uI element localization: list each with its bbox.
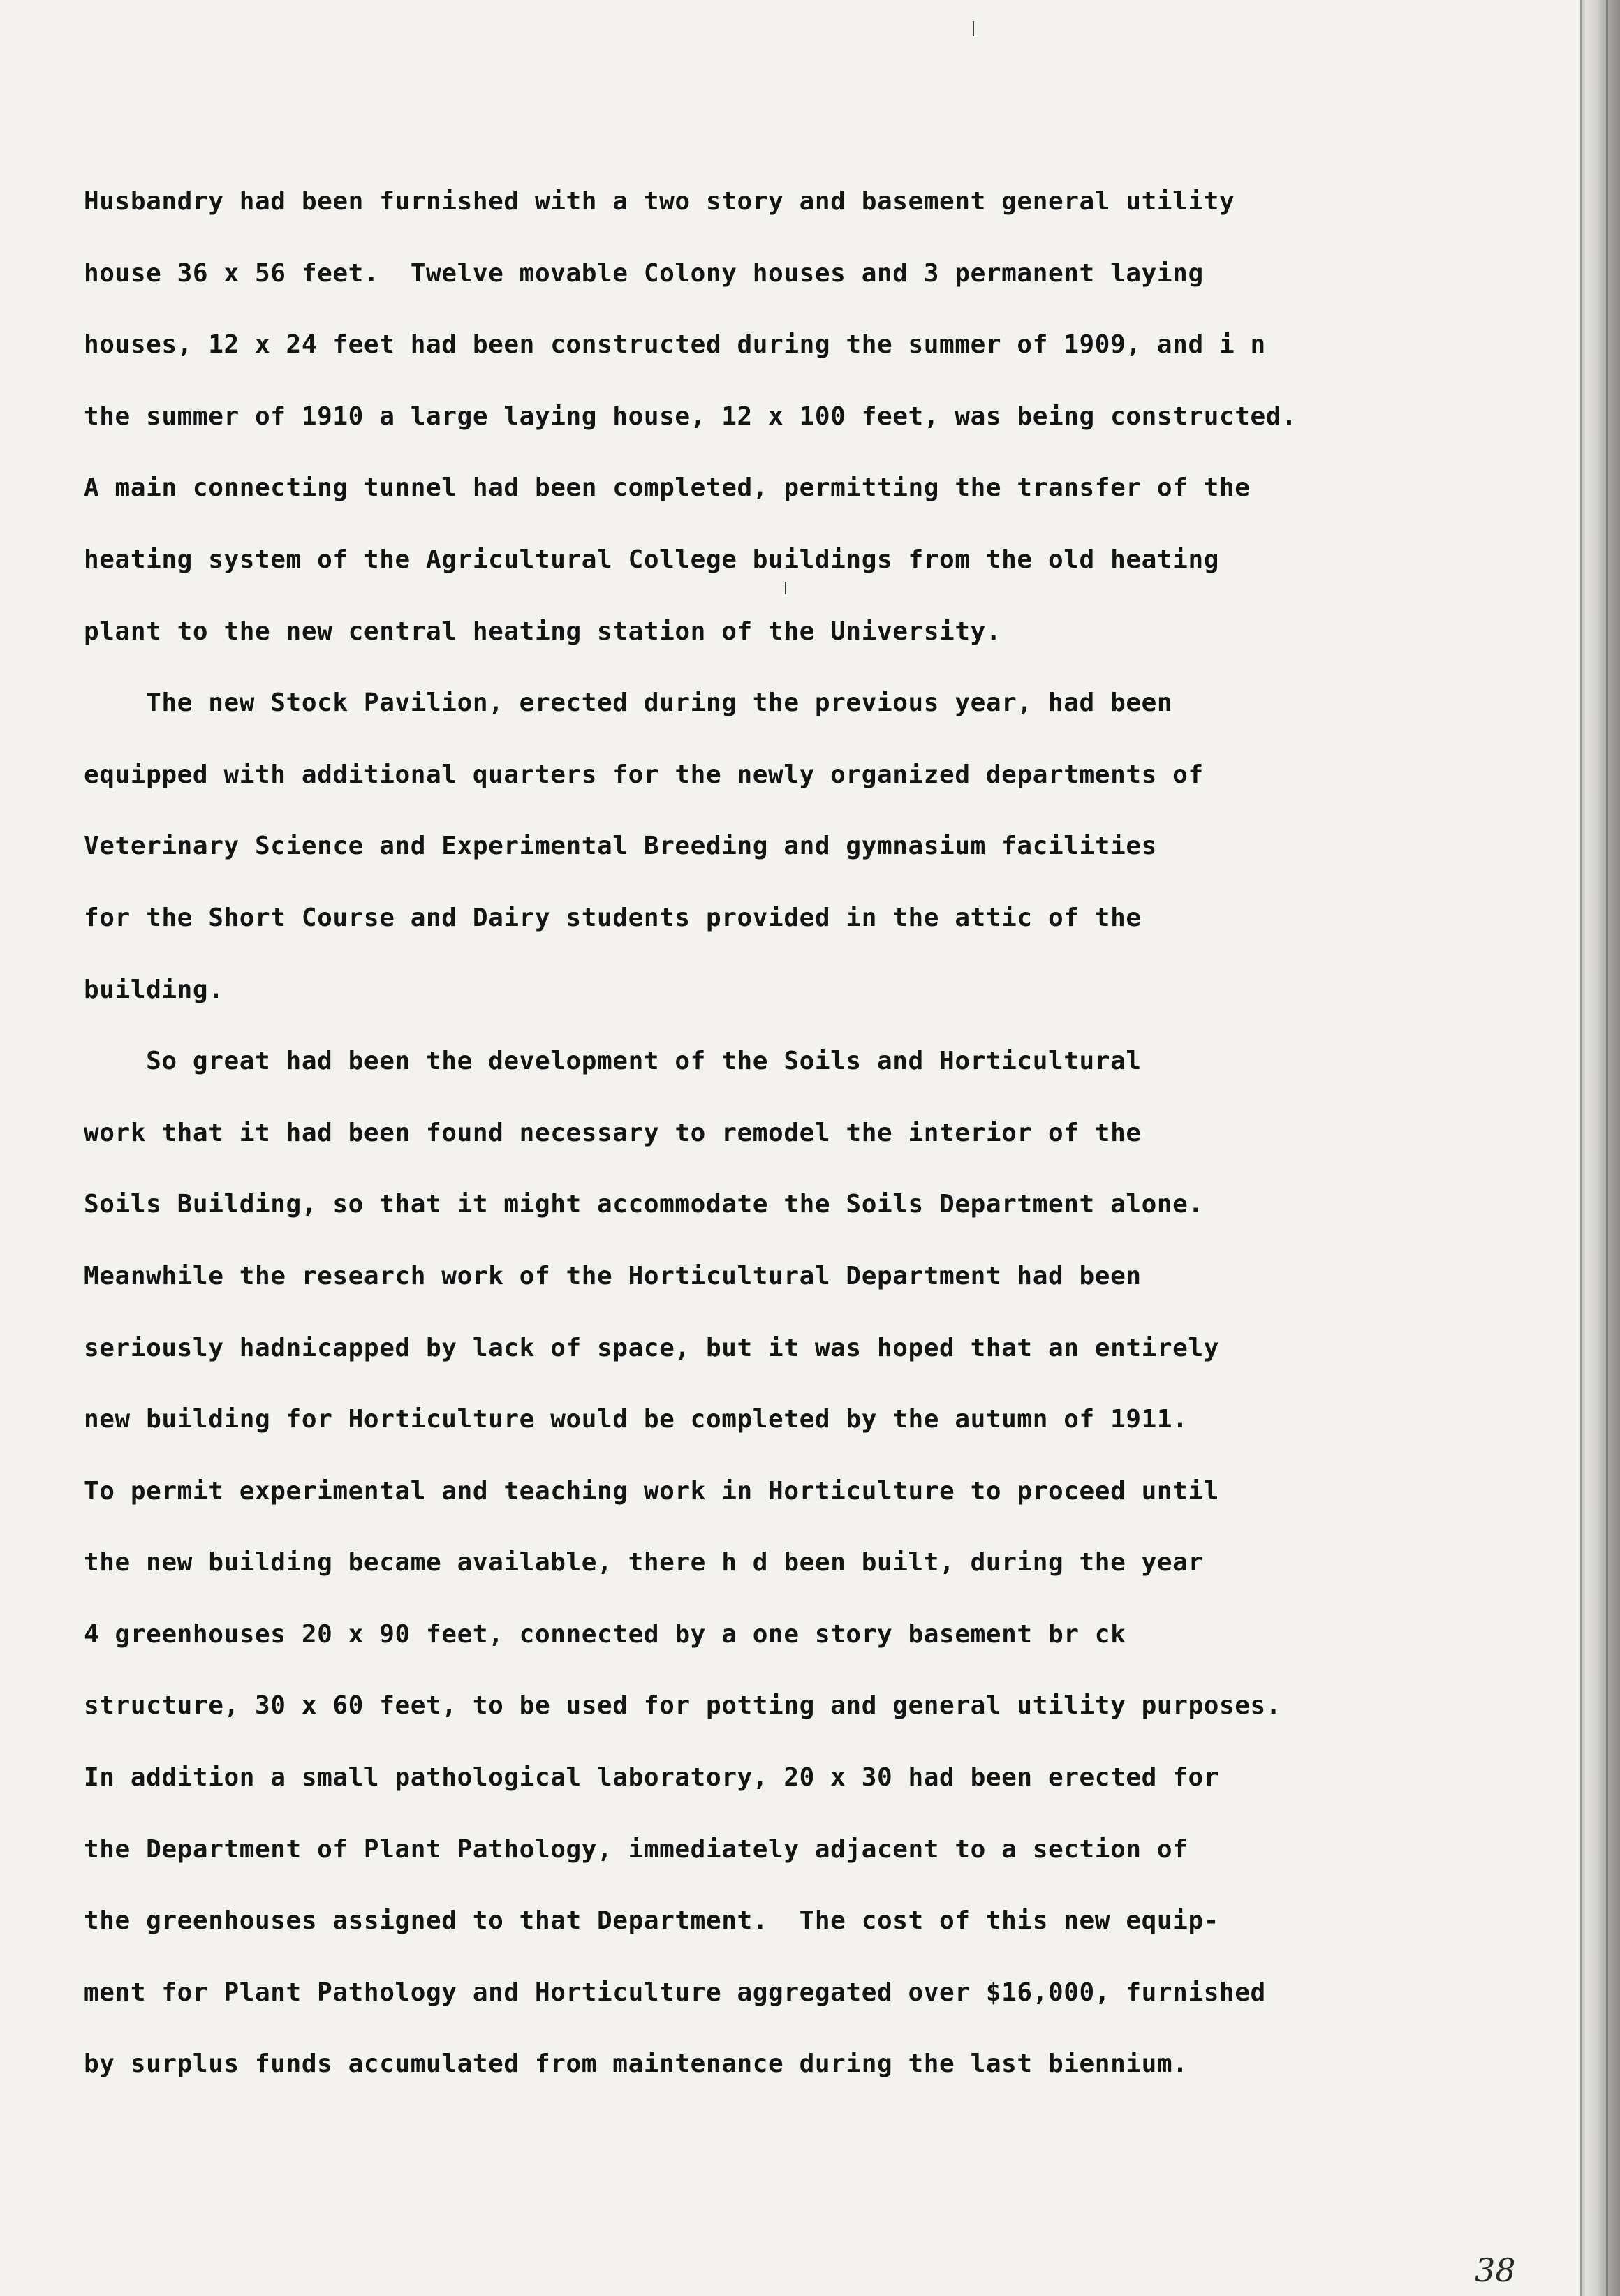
text-line: by surplus funds accumulated from maintenance during the last biennium. (84, 2050, 1188, 2079)
text-line: building. (84, 975, 224, 1004)
text-line: the greenhouses assigned to that Department. The cost of this new equip- (84, 1906, 1219, 1936)
body-text (84, 166, 1480, 2100)
text-line: new building for Horticulture would be completed by the autumn of 1911. (84, 1405, 1188, 1434)
text-line: the new building became available, there h d been built, during the year (84, 1548, 1204, 1577)
stray-mark (785, 582, 786, 594)
text-line: The new Stock Pavilion, erected during the previous year, had been (84, 689, 1173, 718)
text-line: seriously hadnicapped by lack of space, but it was hoped that an entirely (84, 1333, 1219, 1362)
text-line: work that it had been found necessary to remodel the interior of the (84, 1118, 1142, 1147)
stray-mark (973, 21, 974, 36)
text-line: Soils Building, so that it might accommodate the Soils Department alone. (84, 1190, 1204, 1219)
text-line: To permit experimental and teaching work in Horticulture to proceed until (84, 1476, 1219, 1506)
paragraph-1 (84, 166, 1480, 668)
book-edge (1580, 0, 1620, 2296)
text-line: Meanwhile the research work of the Horticultural Department had been (84, 1261, 1142, 1290)
text-line: the summer of 1910 a large laying house, 12 x 100 feet, was being constructed. (84, 402, 1297, 431)
text-line: heating system of the Agricultural College buildings from the old heating (84, 545, 1219, 574)
book-edge-shadow (1580, 0, 1582, 2296)
paragraph-2 (84, 668, 1480, 1026)
text-line: the Department of Plant Pathology, immediately adjacent to a section of (84, 1834, 1188, 1864)
text-line: Husbandry had been furnished with a two story and basement general utility (84, 187, 1235, 216)
text-line: Veterinary Science and Experimental Breeding and gymnasium facilities (84, 832, 1157, 861)
text-line: house 36 x 56 feet. Twelve movable Colony houses and 3 permanent laying (84, 258, 1204, 288)
text-line: A main connecting tunnel had been completed, permitting the transfer of the (84, 473, 1251, 503)
text-line: ment for Plant Pathology and Horticulture aggregated over $16,000, furnished (84, 1978, 1266, 2007)
text-line: plant to the new central heating station of the University. (84, 617, 1002, 646)
text-line: structure, 30 x 60 feet, to be used for potting and general utility purposes. (84, 1691, 1282, 1721)
text-line: 4 greenhouses 20 x 90 feet, connected by a one story basement br ck (84, 1619, 1126, 1649)
text-line: So great had been the development of the Soils and Horticultural (84, 1047, 1142, 1076)
text-line: In addition a small pathological laboratory, 20 x 30 had been erected for (84, 1763, 1219, 1793)
text-line: equipped with additional quarters for the newly organized departments of (84, 760, 1204, 789)
page-number: 38 (1475, 2251, 1516, 2289)
book-edge-shadow (1606, 0, 1608, 2296)
text-line: for the Short Course and Dairy students provided in the attic of the (84, 903, 1142, 932)
text-line: houses, 12 x 24 feet had been constructed during the summer of 1909, and i n (84, 330, 1266, 360)
paragraph-3 (84, 1026, 1480, 2100)
